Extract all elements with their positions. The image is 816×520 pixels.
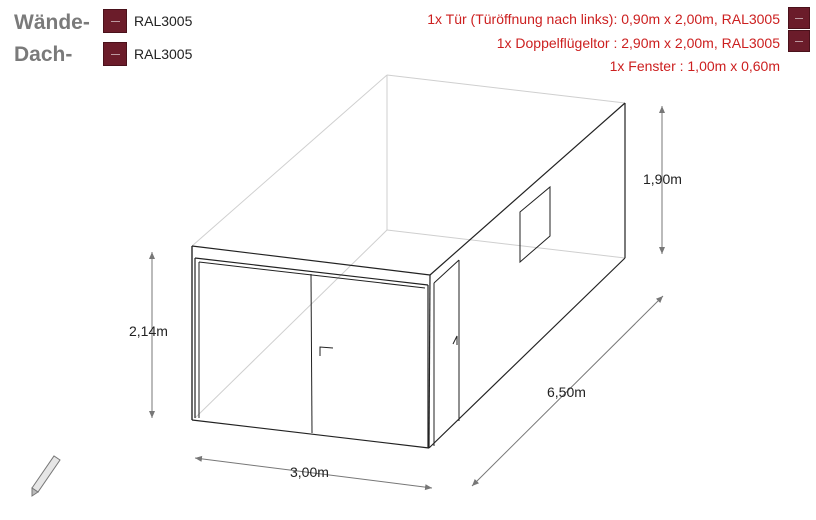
side-window [520, 187, 550, 262]
walls-label: Wände- [14, 11, 90, 34]
roof-color-code: RAL3005 [134, 46, 193, 62]
double-gate [199, 262, 425, 433]
walls-color-code: RAL3005 [134, 13, 193, 29]
side-door [434, 260, 459, 446]
spec-door: 1x Tür (Türöffnung nach links): 0,90m x 2,00m, RAL3005 [427, 11, 780, 27]
spec-window: 1x Fenster : 1,00m x 0,60m [609, 58, 780, 74]
height-back-label: 1,90m [643, 171, 682, 187]
pencil-icon[interactable] [28, 452, 62, 498]
length-label: 6,50m [547, 384, 586, 400]
height-front-label: 2,14m [129, 323, 168, 339]
spec-double-gate: 1x Doppelflügeltor : 2,90m x 2,00m, RAL3005 [496, 35, 780, 51]
width-label: 3,00m [290, 464, 329, 480]
hidden-edges [192, 75, 625, 418]
roof-label: Dach- [14, 43, 73, 66]
